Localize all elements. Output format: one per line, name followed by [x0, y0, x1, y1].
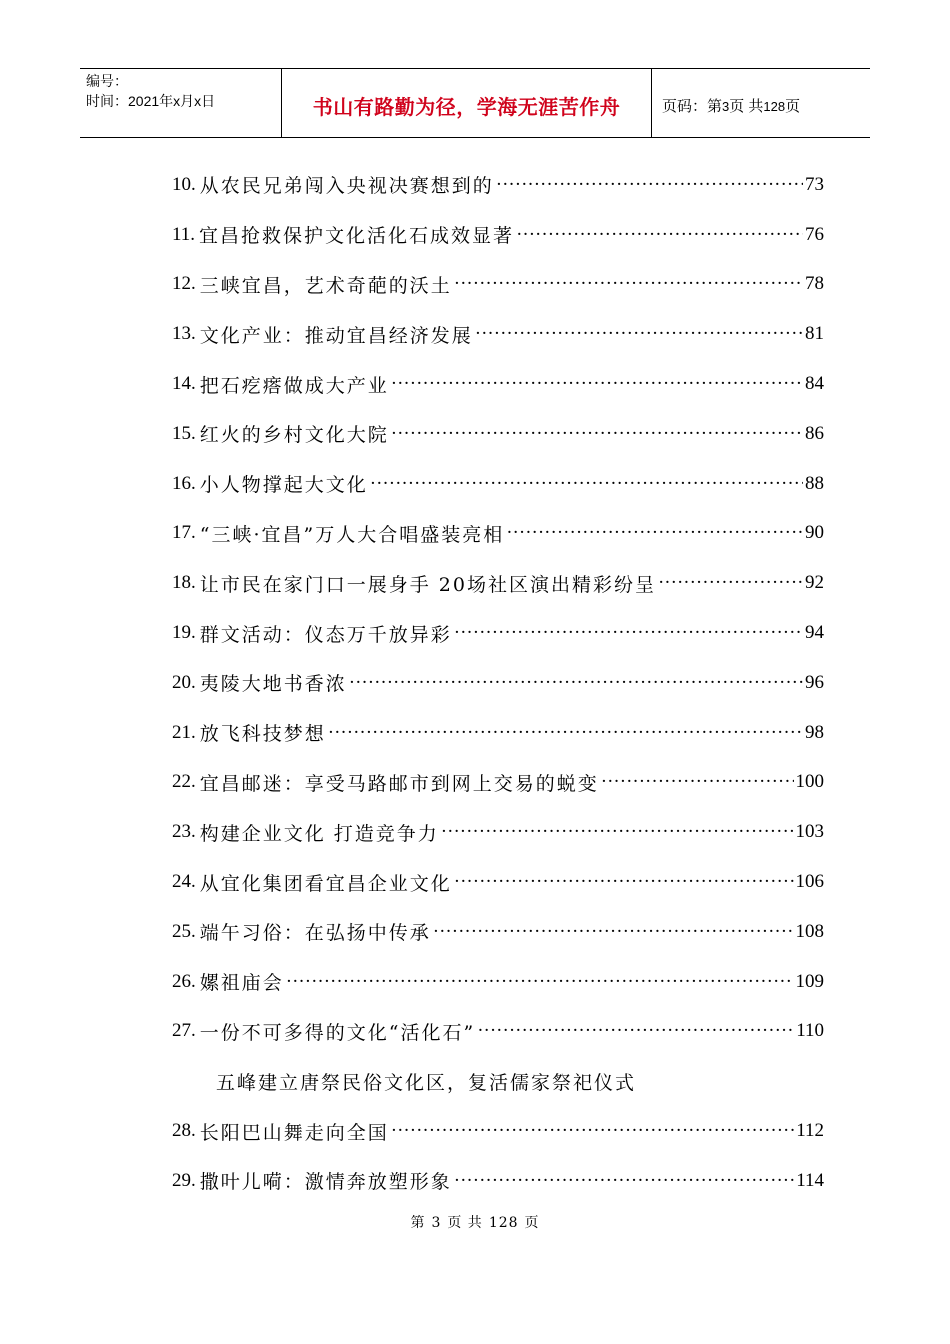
- toc-entry-title: 三峡宜昌，艺术奇葩的沃土: [199, 274, 452, 297]
- toc-leader: [349, 672, 803, 694]
- toc-entry-page: 114: [796, 1169, 824, 1191]
- toc-entry-page: 86: [805, 422, 824, 444]
- toc-leader: [601, 771, 794, 793]
- toc-entry: [172, 807, 824, 857]
- toc-entry-number: 19.: [172, 622, 196, 644]
- toc-entry-number: 25.: [172, 920, 196, 942]
- toc-entry: [172, 260, 824, 310]
- time-label: 时间：2021年x月x日: [86, 93, 216, 109]
- toc-entry-title: 红火的乡村文化大院: [199, 424, 389, 447]
- toc-entry-title: 群文活动：仪态万千放异彩: [199, 623, 452, 646]
- toc-entry-page: 73: [805, 173, 824, 195]
- toc-entry-title: 撒叶儿嗬：激情奔放塑形象: [199, 1171, 452, 1194]
- toc-entry: [172, 210, 824, 260]
- toc-leader: [391, 373, 803, 395]
- toc-leader: [454, 871, 794, 893]
- toc-leader: [496, 174, 803, 196]
- toc-entry-title: 一份不可多得的文化“活化石”: [199, 1021, 476, 1044]
- toc-entry-page: 106: [795, 871, 824, 893]
- toc-entry: [172, 957, 824, 1007]
- toc-leader: [391, 1120, 794, 1142]
- toc-entry: [172, 1106, 824, 1156]
- toc-leader: [477, 1020, 794, 1042]
- toc-entry-number: 22.: [172, 771, 196, 793]
- toc-entry: [172, 558, 824, 608]
- toc-entry-number: 23.: [172, 821, 196, 843]
- toc-entry-number: 12.: [172, 273, 196, 295]
- toc-entry-page: 90: [805, 522, 824, 544]
- toc-entry-number: 27.: [172, 1020, 196, 1042]
- toc-entry: [172, 359, 824, 409]
- toc-entry-page: 112: [796, 1120, 824, 1142]
- toc-entry-title: 把石疙瘩做成大产业: [199, 374, 389, 397]
- toc-leader: [391, 423, 803, 445]
- toc-entry: [172, 309, 824, 359]
- toc-entry: [172, 907, 824, 957]
- toc-entry-page: 110: [796, 1020, 824, 1042]
- page-suffix: 页: [785, 97, 801, 115]
- toc-entry-page: 103: [795, 821, 824, 843]
- page-prefix: 页码：第: [662, 97, 723, 115]
- toc-entry-number: 28.: [172, 1120, 196, 1142]
- toc-leader: [370, 473, 803, 495]
- toc-entry: [172, 409, 824, 459]
- toc-entry-number: 17.: [172, 522, 196, 544]
- toc-leader: [454, 1170, 794, 1192]
- toc-leader: [475, 323, 803, 345]
- toc-entry-number: 13.: [172, 323, 196, 345]
- toc-entry-title: 夷陵大地书香浓: [199, 673, 347, 696]
- toc-entry: [172, 1156, 824, 1206]
- page-current: 3: [722, 98, 730, 114]
- toc-entry-title: 端午习俗：在弘扬中传承: [199, 922, 431, 945]
- toc-entry: [172, 857, 824, 907]
- toc-entry-title: 宜昌抢救保护文化活化石成效显著: [199, 225, 515, 248]
- toc-entry-number: 20.: [172, 671, 196, 693]
- toc-entry: [172, 608, 824, 658]
- toc-leader: [286, 971, 794, 993]
- code-label: 编号：: [86, 73, 128, 89]
- toc-leader: [454, 273, 803, 295]
- page-mid: 页 共: [729, 97, 764, 115]
- toc-entry-page: 81: [805, 323, 824, 345]
- toc-entry-page: 78: [805, 273, 824, 295]
- toc-leader: [658, 572, 803, 594]
- footer-mid: 页 共: [447, 1215, 483, 1231]
- footer-current: 3: [431, 1215, 442, 1231]
- toc-entry-page: 108: [795, 920, 824, 942]
- toc-entry: [172, 708, 824, 758]
- toc-entry: [172, 459, 824, 509]
- toc-leader: [433, 921, 794, 943]
- toc-entry-number: 24.: [172, 871, 196, 893]
- header-motto-cell: [282, 69, 652, 137]
- toc-entry-page: 96: [805, 671, 824, 693]
- toc-entry-number: 16.: [172, 472, 196, 494]
- toc-entry-title: 文化产业：推动宜昌经济发展: [199, 324, 473, 347]
- footer-prefix: 第: [410, 1215, 426, 1231]
- toc-entry-page: 84: [805, 373, 824, 395]
- toc-entry-page: 92: [805, 572, 824, 594]
- footer-total: 128: [488, 1215, 519, 1231]
- motto: 书山有路勤为径，学海无涯苦作舟: [312, 94, 621, 119]
- page-footer: [0, 1212, 950, 1232]
- toc-entry-number: 29.: [172, 1169, 196, 1191]
- toc-entry: [172, 658, 824, 708]
- toc-leader: [516, 224, 803, 246]
- toc-entry-page: 100: [795, 771, 824, 793]
- header-page-info: [662, 95, 870, 116]
- toc-entry-title: 放飞科技梦想: [199, 723, 326, 746]
- toc-entry-page: 94: [805, 622, 824, 644]
- toc-entry-page: 109: [795, 970, 824, 992]
- header-page-cell: [652, 69, 870, 137]
- toc-entry-number: 21.: [172, 721, 196, 743]
- toc-entry-number: 26.: [172, 970, 196, 992]
- toc-entry-number: 10.: [172, 173, 196, 195]
- toc-entry-page: 76: [805, 223, 824, 245]
- toc-entry-page: 88: [805, 472, 824, 494]
- toc-entry-title: 长阳巴山舞走向全国: [199, 1121, 389, 1144]
- toc-leader: [454, 622, 803, 644]
- toc-entry: [172, 758, 824, 808]
- toc-entry: [172, 509, 824, 559]
- toc-entry-title: 嫘祖庙会: [199, 972, 284, 995]
- toc-entry-title: 从农民兄弟闯入央视决赛想到的: [199, 175, 494, 198]
- toc-entry: [172, 1007, 824, 1057]
- toc-leader: [506, 522, 803, 544]
- toc-leader: [441, 821, 794, 843]
- document-header: [80, 68, 870, 138]
- toc-entry-title: 宜昌邮迷：享受马路邮市到网上交易的蜕变: [199, 772, 599, 795]
- toc-entry-page: 98: [805, 721, 824, 743]
- toc-entry-number: 14.: [172, 373, 196, 395]
- header-meta: [80, 69, 282, 137]
- toc-entry-number: 11.: [172, 223, 196, 245]
- toc-subtitle-line: 五峰建立唐祭民俗文化区，复活儒家祭祀仪式: [216, 1071, 637, 1094]
- toc-leader: [328, 722, 803, 744]
- table-of-contents: [172, 160, 824, 1206]
- toc-entry-title: “三峡·宜昌”万人大合唱盛装亮相: [199, 523, 505, 546]
- toc-entry-title: 小人物撑起大文化: [199, 474, 368, 497]
- toc-entry-number: 18.: [172, 572, 196, 594]
- toc-entry-number: 15.: [172, 422, 196, 444]
- page-total: 128: [763, 98, 786, 114]
- footer-suffix: 页: [524, 1215, 540, 1231]
- toc-entry-title: 构建企业文化 打造竞争力: [199, 822, 439, 845]
- toc-entry: [172, 160, 824, 210]
- toc-entry-title: 让市民在家门口一展身手 20场社区演出精彩纷呈: [199, 573, 656, 596]
- toc-entry-title: 从宜化集团看宜昌企业文化: [199, 872, 452, 895]
